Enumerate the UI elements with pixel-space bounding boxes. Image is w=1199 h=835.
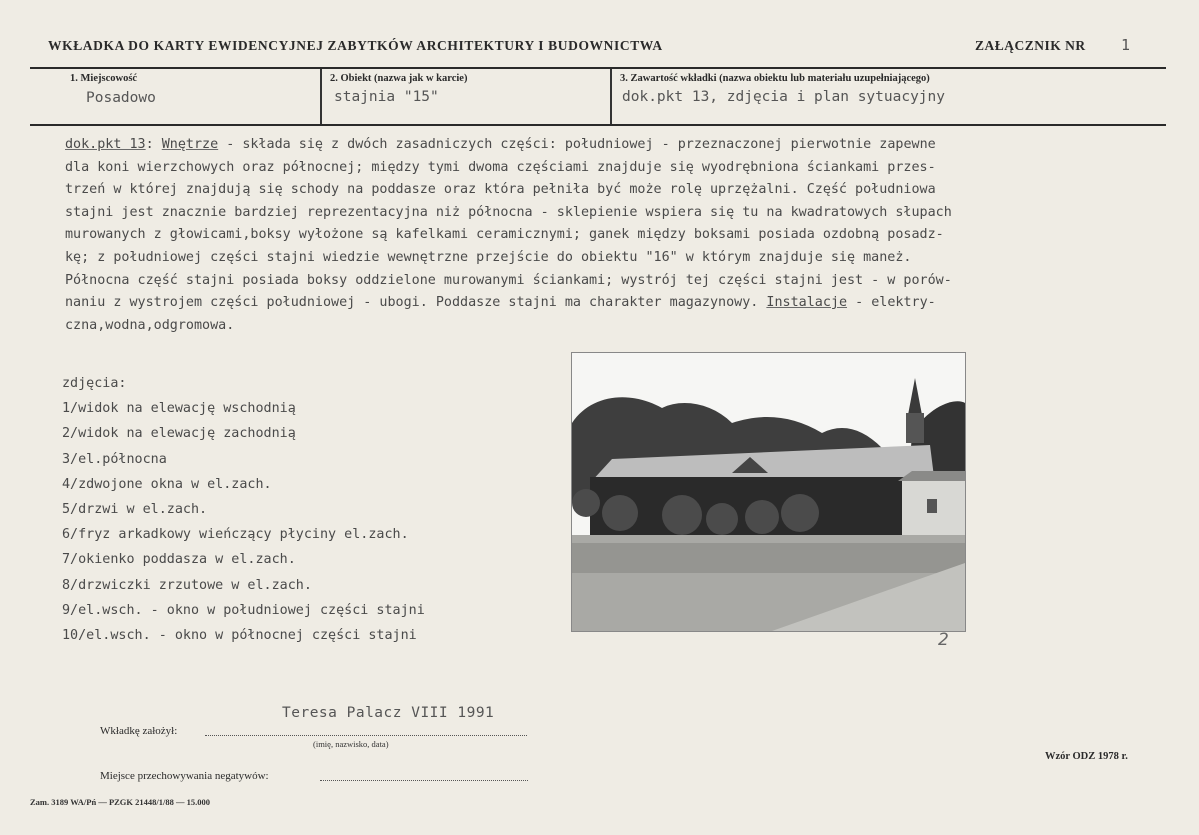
- list-item: 8/drzwiczki zrzutowe w el.zach.: [62, 577, 312, 593]
- description-line: kę; z południowej części stajni wiedzie wewnętrzne przejście do obiektu "16" w którym znajduje się maneż.: [65, 249, 912, 265]
- photos-list: [62, 371, 425, 648]
- top-rule: [30, 67, 1166, 69]
- list-item: 2/widok na elewację zachodnią: [62, 426, 296, 442]
- description-line-1-rest: - składa się z dwóch zasadniczych części: południowej - przeznaczonej pierwotnie zapewne: [218, 137, 936, 152]
- list-item: 9/el.wsch. - okno w południowej części stajni: [62, 602, 425, 618]
- doc-reference: dok.pkt 13: [65, 137, 146, 152]
- description-line: murowanych z głowicami,boksy wyłożone są kafelkami ceramicznymi; ganek między boksami posiada ozdobną posadz-: [65, 227, 944, 243]
- description-line: [65, 292, 1195, 315]
- form-title: WKŁADKA DO KARTY EWIDENCYJNEJ ZABYTKÓW ARCHITEKTURY I BUDOWNICTWA: [48, 38, 663, 53]
- section-heading-interior: Wnętrze: [161, 137, 219, 152]
- description-line: trzeń w której znajdują się schody na poddasze oraz która pełniła być może rolę uprzężalni. Część południowa: [65, 182, 936, 198]
- signature-value: Teresa Palacz VIII 1991: [282, 705, 495, 721]
- negatives-label: Miejsce przechowywania negatywów:: [100, 770, 269, 782]
- signature-label: Wkładkę założył:: [100, 725, 178, 737]
- stable-photo-drawing: [572, 353, 965, 631]
- print-footer: Zam. 3189 WA/Pń — PZGK 21448/1/88 — 15.000: [30, 797, 211, 807]
- description-line: stajni jest znacznie bardziej reprezentacyjna niż północna - sklepienie wspiera się tu na kwadratowych słupach: [65, 204, 952, 220]
- photos-list-title: zdjęcia:: [62, 376, 127, 391]
- signature-caption: (imię, nazwisko, data): [313, 739, 389, 749]
- description-line: czna,wodna,odgromowa.: [65, 317, 235, 333]
- field-value-content: dok.pkt 13, zdjęcia i plan sytuacyjny: [622, 89, 946, 105]
- list-item: 7/okienko poddasza w el.zach.: [62, 552, 296, 568]
- colon: :: [145, 137, 154, 152]
- negatives-dotted-line: [320, 780, 528, 781]
- list-item: 6/fryz arkadkowy wieńczący płyciny el.zach.: [62, 527, 409, 543]
- description-line-8-pre: naniu z wystrojem części południowej - ubogi. Poddasze stajni ma charakter magazynowy.: [65, 295, 767, 311]
- attachment-label: ZAŁĄCZNIK NR: [975, 38, 1086, 53]
- list-item: 4/zdwojone okna w el.zach.: [62, 476, 272, 492]
- description-text: [65, 134, 1195, 337]
- field-label-locality: 1. Miejscowość: [70, 73, 138, 84]
- signature-dotted-line: [205, 735, 527, 736]
- fields-bottom-rule: [30, 124, 1166, 126]
- field-value-object: stajnia "15": [334, 89, 439, 105]
- field-value-locality: Posadowo: [86, 90, 156, 106]
- list-item: 3/el.północna: [62, 451, 167, 467]
- stable-photograph: [571, 352, 966, 632]
- field-divider-2: [610, 69, 612, 124]
- list-item: 1/widok na elewację wschodnią: [62, 401, 296, 417]
- list-item: 5/drzwi w el.zach.: [62, 502, 208, 518]
- list-item: 10/el.wsch. - okno w północnej części stajni: [62, 628, 417, 644]
- field-label-content: 3. Zawartość wkładki (nazwa obiektu lub materiału uzupełniającego): [620, 73, 930, 84]
- description-line: Północna część stajni posiada boksy oddzielone murowanymi ściankami; wystrój tej części stajni jest - w porów-: [65, 272, 952, 288]
- description-line-8-post: - elektry-: [847, 295, 936, 311]
- description-line: dla koni wierzchowych oraz północnej; między tymi dwoma częściami znajduje się wyodrębniona ściankami przes-: [65, 159, 936, 175]
- description-line: [65, 134, 1195, 157]
- field-label-object: 2. Obiekt (nazwa jak w karcie): [330, 73, 468, 84]
- section-heading-installations: Instalacje: [766, 295, 848, 311]
- photo-number: 2: [938, 630, 949, 650]
- attachment-number: 1: [1121, 36, 1131, 54]
- field-divider-1: [320, 69, 322, 124]
- form-template-note: Wzór ODZ 1978 r.: [1045, 751, 1128, 762]
